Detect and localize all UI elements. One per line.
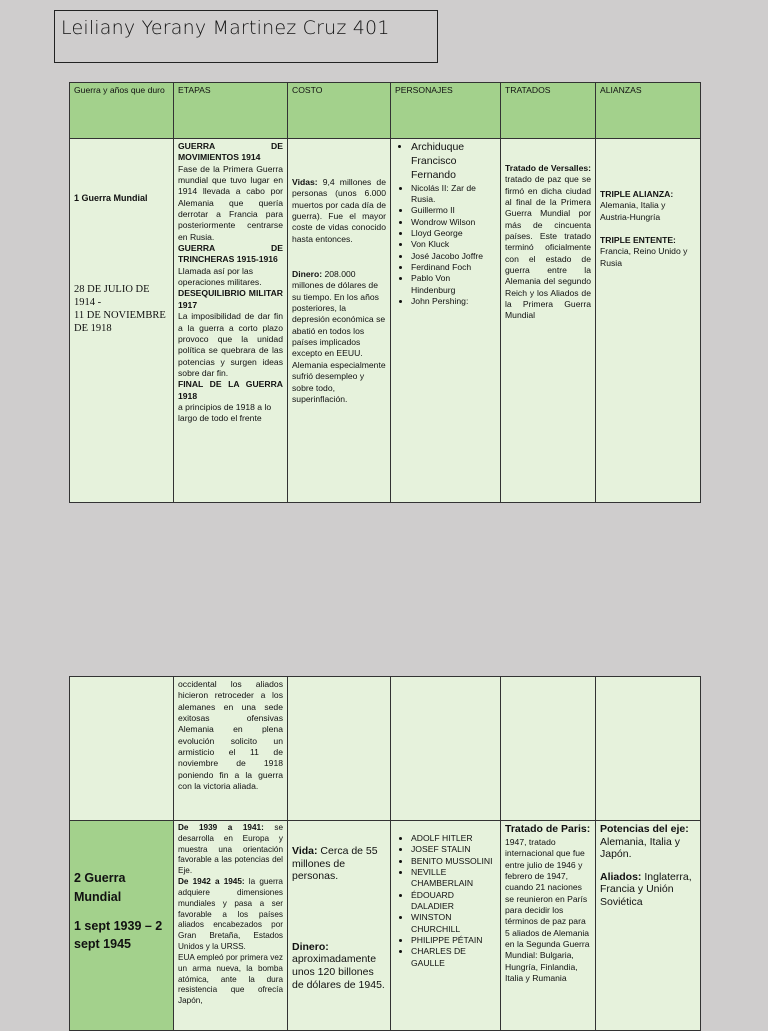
etapa-heading: DESEQUILIBRIO MILITAR 1917 <box>178 288 283 310</box>
war-dates: 1 sept 1939 – 2 sept 1945 <box>74 918 163 952</box>
empty-cell <box>596 677 701 821</box>
table-page-2 <box>69 676 701 1031</box>
list-item: • Pablo Von Hindenburg <box>411 273 496 296</box>
tratados-cell <box>501 139 596 503</box>
table-row-ww1 <box>70 139 701 503</box>
war-name: 1 Guerra Mundial <box>74 193 148 203</box>
list-item: • NEVILLE CHAMBERLAIN <box>411 867 496 890</box>
header-row <box>70 83 701 139</box>
war-cell <box>70 821 174 1031</box>
etapa-continuation: occidental los aliados hicieron retroceder a los alemanes en una sede exitosas ofensivas Alemania en plena evolución solicito un armisticio el 11 de noviembre de 1918 poniendo fin a la guerra con la victoria aliada. <box>178 679 283 792</box>
empty-cell <box>501 677 596 821</box>
list-item: • PHILIPPE PÉTAIN <box>411 935 496 946</box>
tratado-label: Tratado de Paris: <box>505 823 591 835</box>
list-item: • José Jacobo Joffre <box>411 251 496 262</box>
personajes-cell <box>391 821 501 1031</box>
alianza-text: Alemania, Italia y Austria-Hungría <box>600 200 666 222</box>
etapa-text: Llamada así por las operaciones militares. <box>178 265 262 288</box>
vida-text: Cerca de 55 millones de personas. <box>292 845 378 883</box>
empty-cell <box>391 677 501 821</box>
tratados-cell <box>501 821 596 1031</box>
list-item: • ÉDOUARD DALADIER <box>411 890 496 913</box>
etapas-cell <box>174 139 288 503</box>
war-end-date: 11 DE NOVIEMBRE DE 1918 <box>74 310 166 335</box>
tratado-text: tratado de paz que se firmó en dicha ciudad al final de la Primera Guerra Mundial por más de cincuenta países. Este tratado terminó oficialmente con el estado de guerra entre la Alemania del segundo Reich y los Aliados de la Primera Guerra Mundial <box>505 174 591 321</box>
dinero-label: Dinero: <box>292 940 329 953</box>
alianza-label: TRIPLE ENTENTE: <box>600 235 676 246</box>
list-item: • Nicolás II: Zar de Rusia. <box>411 183 496 206</box>
alianza-text: Alemania, Italia y Japón. <box>600 835 680 861</box>
list-item: • JOSEF STALIN <box>411 844 496 855</box>
etapa-heading: GUERRA DE TRINCHERAS 1915-1916 <box>178 243 283 265</box>
student-name: Leiliany Yerany Martinez Cruz 401 <box>61 17 390 39</box>
alianza-text: Inglaterra, Francia y Unión Soviética <box>600 870 692 908</box>
header-cell: TRATADOS <box>501 83 596 139</box>
alianzas-cell <box>596 139 701 503</box>
war-name: 2 Guerra Mundial <box>74 871 126 904</box>
tratado-text: 1947, tratado internacional que fue entre julio de 1946 y febrero de 1947, cuando 21 naciones se reunieron en París para decidir los términos de paz para 5 aliados de Alemania en la Segunda Guerra Mundial: Bulgaria, Hungría, Finlandia, Italia y Rumania <box>505 836 590 983</box>
list-item: • CHARLES DE GAULLE <box>411 946 496 969</box>
etapa-heading: FINAL DE LA GUERRA 1918 <box>178 379 283 401</box>
etapa-text: La imposibilidad de dar fin a la guerra a corto plazo provoco que la unidad política se quebrara de las potencias y surgen ideas sobre dar fin. <box>178 311 283 378</box>
costo-cell <box>288 139 391 503</box>
etapa-text: se desarrolla en Europa y muestra una orientación favorable a las potencias del Eje. <box>178 823 283 876</box>
etapa-heading: De 1939 a 1941: <box>178 823 264 832</box>
table-row-continuation <box>70 677 701 821</box>
personajes-cell <box>391 139 501 503</box>
dinero-text: aproximadamente unos 120 billones de dólares de 1945. <box>292 953 385 991</box>
costo-vidas: 9,4 millones de personas (unos 6.000 muertos por cada día de guerra). Fue el mayor coste de vidas conocido hasta entonces. <box>292 177 386 244</box>
list-item: • ADOLF HITLER <box>411 833 496 844</box>
list-item: • Lloyd George <box>411 228 496 239</box>
etapa-heading: De 1942 a 1945: <box>178 877 245 887</box>
list-item: • Ferdinand Foch <box>411 262 496 273</box>
costo-dinero-label: Dinero: <box>292 269 323 280</box>
vida-label: Vida: <box>292 845 318 857</box>
list-item: • Archiduque Francisco Fernando <box>411 141 496 183</box>
alianza-text: Francia, Reino Unido y Rusia <box>600 246 688 268</box>
empty-cell <box>288 677 391 821</box>
personajes-list <box>395 141 496 307</box>
header-cell: Guerra y años que duro <box>70 83 174 139</box>
header-cell: ALIANZAS <box>596 83 701 139</box>
etapa-text: EUA empleó por primera vez un arma nueva, la bomba atómica, ante la dura resistencia que ofrecía Japón, <box>178 952 283 1006</box>
etapa-text: a principios de 1918 a lo largo de todo el frente <box>178 401 272 424</box>
alianzas-cell <box>596 821 701 1031</box>
list-item: • Guillermo II <box>411 205 496 216</box>
etapa-text: Fase de la Primera Guerra mundial que tuvo lugar en 1914 llevada a cabo por Alemania que quería derrotar a Francia para posteriormente centrarse en Rusia. <box>178 163 283 242</box>
table-row-ww2 <box>70 821 701 1031</box>
etapa-text: la guerra adquiere dimensiones mundiales y pasa a ser favorable a los países aliados encabezados por Gran Bretaña, Estados Unidos y la URSS. <box>178 877 283 952</box>
list-item: • BENITO MUSSOLINI <box>411 856 496 867</box>
alianza-label: Potencias del eje: <box>600 823 689 835</box>
costo-dinero: 208.000 millones de dólares de su tiempo. En los años posteriores, la depresión económica se abatió en todos los países implicados excepto en EEUU. Alemania especialmente sufrió desempleo y sobre todo, superinflación. <box>292 269 386 404</box>
header-cell: ETAPAS <box>174 83 288 139</box>
list-item: • John Pershing: <box>411 296 496 307</box>
personajes-list <box>395 833 496 969</box>
empty-cell <box>70 677 174 821</box>
costo-vidas-label: Vidas: <box>292 177 318 187</box>
student-name-box <box>54 10 438 63</box>
etapa-heading: GUERRA DE MOVIMIENTOS 1914 <box>178 141 283 163</box>
war-cell <box>70 139 174 503</box>
war-start-date: 28 DE JULIO DE 1914 - <box>74 283 150 308</box>
header-cell: COSTO <box>288 83 391 139</box>
etapas-continuation-cell <box>174 677 288 821</box>
list-item: • Wondrow Wilson <box>411 217 496 228</box>
list-item: • Von Kluck <box>411 239 496 250</box>
list-item: • WINSTON CHURCHILL <box>411 912 496 935</box>
etapas-cell <box>174 821 288 1031</box>
header-cell: PERSONAJES <box>391 83 501 139</box>
alianza-label: TRIPLE ALIANZA: <box>600 189 674 199</box>
costo-cell <box>288 821 391 1031</box>
table-page-1 <box>69 82 701 503</box>
tratado-label: Tratado de Versalles: <box>505 163 591 173</box>
alianza-label: Aliados: <box>600 870 642 883</box>
